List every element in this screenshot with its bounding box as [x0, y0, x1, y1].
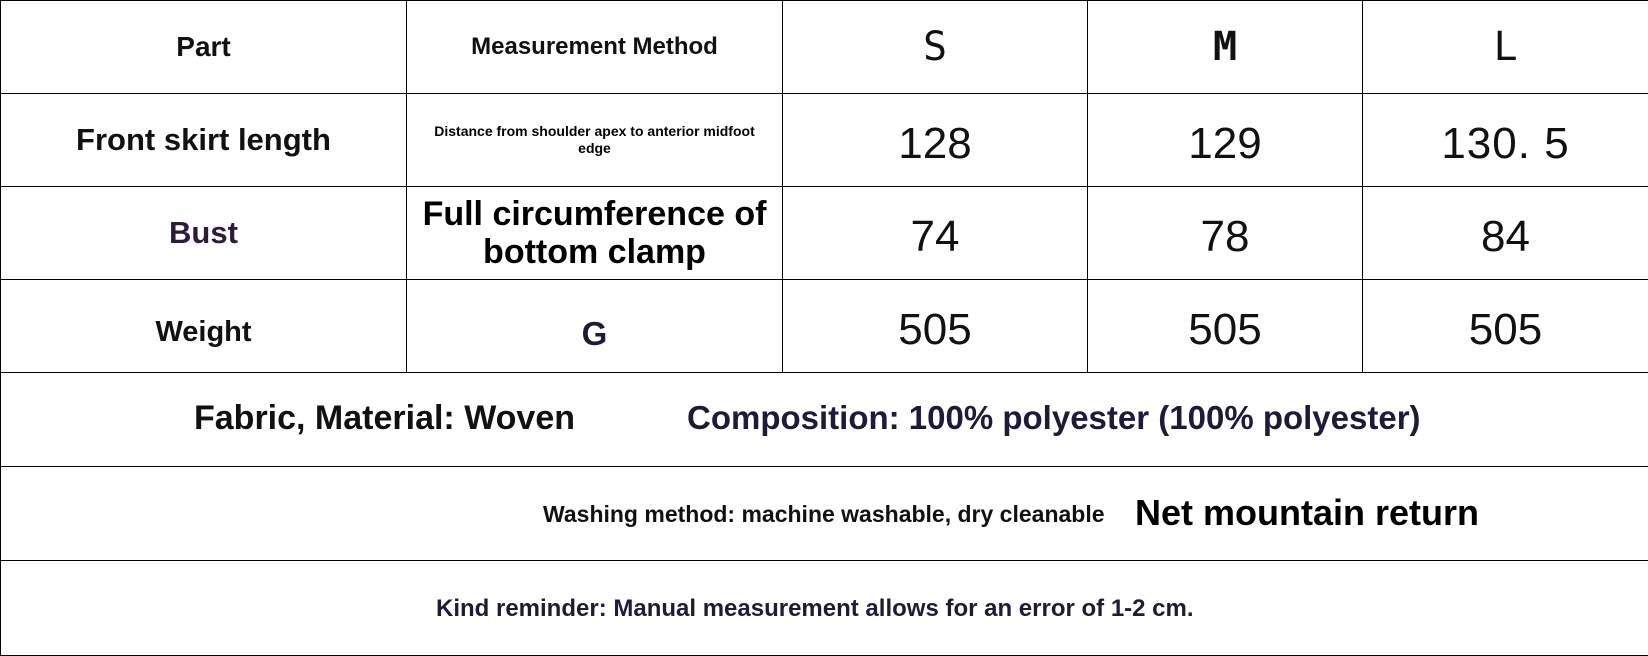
reminder-row — [1, 561, 1648, 656]
washing-method: Washing method: machine washable, dry cleanable — [543, 501, 1105, 528]
fabric-cell — [1, 373, 1648, 467]
washing-note: Net mountain return — [1135, 492, 1479, 534]
row-value-l-cell — [1363, 280, 1648, 373]
row-value-m: 505 — [1188, 305, 1261, 354]
washing-row — [1, 467, 1648, 561]
reminder-cell — [1, 561, 1648, 656]
row-method-text: Distance from shoulder apex to anterior midfoot edge — [407, 123, 782, 157]
row-value-s: 74 — [911, 212, 960, 261]
header-size-m: M — [1213, 24, 1237, 70]
row-part-label: Front skirt length — [76, 122, 331, 157]
header-part: Part — [176, 31, 230, 62]
washing-cell — [1, 467, 1648, 561]
fabric-row — [1, 373, 1648, 467]
row-value-s-cell — [783, 280, 1088, 373]
row-value-s-cell — [783, 187, 1088, 280]
fabric-composition: Composition: 100% polyester (100% polyester) — [687, 399, 1421, 437]
header-part-cell — [1, 1, 407, 94]
header-method-cell — [407, 1, 783, 94]
row-method-cell — [407, 280, 783, 373]
table-row — [1, 280, 1648, 373]
row-value-s-cell — [783, 94, 1088, 187]
row-value-m-cell — [1088, 187, 1363, 280]
row-value-s: 505 — [898, 305, 971, 354]
table-row — [1, 94, 1648, 187]
row-value-l-cell — [1363, 187, 1648, 280]
row-value-l: 130. 5 — [1441, 119, 1569, 168]
header-method: Measurement Method — [471, 33, 718, 60]
row-value-m-cell — [1088, 94, 1363, 187]
header-row — [1, 1, 1648, 94]
table-row — [1, 187, 1648, 280]
row-part-label: Weight — [155, 316, 251, 348]
row-value-l-cell — [1363, 94, 1648, 187]
row-method-cell — [407, 94, 783, 187]
row-value-l: 505 — [1469, 305, 1542, 354]
header-size-s-cell — [783, 1, 1088, 94]
row-value-m: 129 — [1188, 119, 1261, 168]
row-part-cell — [1, 94, 407, 187]
header-size-s: S — [923, 24, 947, 70]
row-part-cell — [1, 280, 407, 373]
fabric-material: Fabric, Material: Woven — [194, 399, 575, 438]
reminder-text: Kind reminder: Manual measurement allows for an error of 1-2 cm. — [436, 595, 1194, 623]
header-size-l: L — [1493, 24, 1517, 70]
row-method-text: Full circumference of bottom clamp — [407, 195, 782, 271]
row-method-cell — [407, 187, 783, 280]
row-value-s: 128 — [898, 119, 971, 168]
row-value-m: 78 — [1201, 212, 1250, 261]
row-method-text: G — [582, 315, 608, 352]
header-size-l-cell — [1363, 1, 1648, 94]
row-value-m-cell — [1088, 280, 1363, 373]
header-size-m-cell — [1088, 1, 1363, 94]
row-part-label: Bust — [169, 215, 238, 250]
row-part-cell — [1, 187, 407, 280]
row-value-l: 84 — [1481, 212, 1530, 261]
